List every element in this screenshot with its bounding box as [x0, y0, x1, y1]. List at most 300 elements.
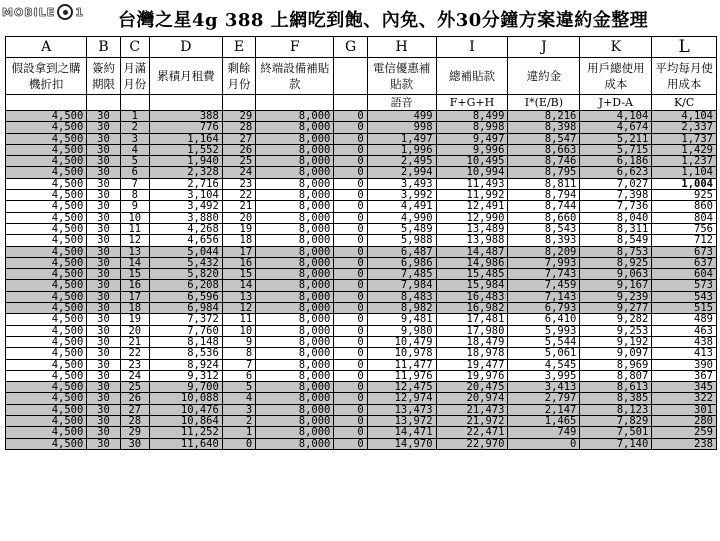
table-cell: 30 — [87, 201, 120, 212]
table-cell: 0 — [334, 404, 367, 415]
table-cell: 28 — [120, 416, 149, 427]
table-cell: 30 — [120, 438, 149, 449]
table-cell: 12,974 — [367, 393, 436, 404]
table-cell: 925 — [652, 190, 717, 201]
table-cell: 543 — [652, 291, 717, 302]
table-cell: 8,000 — [256, 246, 334, 257]
table-cell: 8,000 — [256, 133, 334, 144]
table-cell: 20,974 — [436, 393, 508, 404]
table-cell: 3,493 — [367, 178, 436, 189]
table-row — [6, 178, 717, 189]
table-row — [6, 291, 717, 302]
table-cell: 5,489 — [367, 223, 436, 234]
table-cell: 6,186 — [580, 156, 652, 167]
column-header: 剩餘月份 — [222, 58, 255, 95]
table-cell: 6,986 — [367, 257, 436, 268]
table-cell: 22,471 — [436, 427, 508, 438]
table-cell: 12,491 — [436, 201, 508, 212]
table-cell: 4,500 — [6, 201, 87, 212]
table-cell: 8,000 — [256, 269, 334, 280]
table-cell: 9,097 — [580, 348, 652, 359]
table-cell: 8,000 — [256, 280, 334, 291]
table-cell: 9 — [222, 336, 255, 347]
column-header — [334, 58, 367, 95]
table-cell: 30 — [87, 269, 120, 280]
table-cell: 7,760 — [149, 325, 222, 336]
table-cell: 238 — [652, 438, 717, 449]
table-row — [6, 314, 717, 325]
table-cell: 4,491 — [367, 201, 436, 212]
table-cell: 4,500 — [6, 303, 87, 314]
table-cell: 19,477 — [436, 359, 508, 370]
table-cell: 10,476 — [149, 404, 222, 415]
table-cell: 6,793 — [508, 303, 580, 314]
table-cell: 4,500 — [6, 427, 87, 438]
table-cell: 4,500 — [6, 359, 87, 370]
table-cell: 30 — [87, 336, 120, 347]
table-cell: 13,988 — [436, 235, 508, 246]
table-cell: 4,500 — [6, 370, 87, 381]
table-cell: 8,536 — [149, 348, 222, 359]
table-row — [6, 280, 717, 291]
table-cell: 8 — [222, 348, 255, 359]
table-cell: 0 — [334, 370, 367, 381]
table-row — [6, 111, 717, 122]
table-cell: 8,000 — [256, 235, 334, 246]
table-cell: 4,500 — [6, 111, 87, 122]
table-cell: 8,663 — [508, 144, 580, 155]
table-cell: 8,000 — [256, 438, 334, 449]
table-cell: 0 — [334, 280, 367, 291]
table-cell: 11 — [222, 314, 255, 325]
table-cell: 19 — [120, 314, 149, 325]
table-cell: 3 — [120, 133, 149, 144]
table-cell: 2 — [120, 122, 149, 133]
table-cell: 749 — [508, 427, 580, 438]
table-row — [6, 393, 717, 404]
table-cell: 0 — [222, 438, 255, 449]
table-row — [6, 427, 717, 438]
table-cell: 20,475 — [436, 382, 508, 393]
table-cell: 7,459 — [508, 280, 580, 291]
table-cell: 21 — [120, 336, 149, 347]
table-cell: 18 — [222, 235, 255, 246]
column-letter: G — [334, 37, 367, 58]
table-cell: 1,104 — [652, 167, 717, 178]
table-cell: 17,481 — [436, 314, 508, 325]
table-cell: 20 — [222, 212, 255, 223]
table-cell: 0 — [334, 133, 367, 144]
table-cell: 0 — [334, 314, 367, 325]
table-cell: 0 — [334, 269, 367, 280]
table-cell: 3,104 — [149, 190, 222, 201]
table-cell: 4,500 — [6, 314, 87, 325]
table-cell: 30 — [87, 246, 120, 257]
table-cell: 8,000 — [256, 359, 334, 370]
table-cell: 12 — [120, 235, 149, 246]
table-cell: 30 — [87, 190, 120, 201]
table-cell: 14 — [222, 280, 255, 291]
table-cell: 3,880 — [149, 212, 222, 223]
table-cell: 11,992 — [436, 190, 508, 201]
table-cell: 4,268 — [149, 223, 222, 234]
table-cell: 4,500 — [6, 382, 87, 393]
table-cell: 6,208 — [149, 280, 222, 291]
table-cell: 17 — [120, 291, 149, 302]
table-cell: 18 — [120, 303, 149, 314]
table-cell: 8 — [120, 190, 149, 201]
table-body — [6, 37, 717, 450]
table-cell: 7 — [222, 359, 255, 370]
table-cell: 16,483 — [436, 291, 508, 302]
table-cell: 0 — [334, 111, 367, 122]
table-cell: 30 — [87, 156, 120, 167]
table-cell: 9,167 — [580, 280, 652, 291]
table-cell: 4,500 — [6, 257, 87, 268]
table-cell: 30 — [87, 280, 120, 291]
table-row — [6, 416, 717, 427]
table-cell: 8,000 — [256, 190, 334, 201]
column-header: 總補貼款 — [436, 58, 508, 95]
table-row — [6, 438, 717, 449]
logo-number: 1 — [75, 5, 84, 19]
column-letter: E — [222, 37, 255, 58]
table-row — [6, 156, 717, 167]
table-cell: 11,640 — [149, 438, 222, 449]
table-cell: 9,239 — [580, 291, 652, 302]
table-cell: 2,337 — [652, 122, 717, 133]
table-cell: 12,475 — [367, 382, 436, 393]
table-cell: 3,492 — [149, 201, 222, 212]
table-cell: 8,393 — [508, 235, 580, 246]
table-cell: 18,479 — [436, 336, 508, 347]
table-cell: 5,544 — [508, 336, 580, 347]
table-row — [6, 336, 717, 347]
table-cell: 29 — [120, 427, 149, 438]
table-cell: 4,500 — [6, 133, 87, 144]
table-cell: 0 — [334, 246, 367, 257]
table-cell: 13,489 — [436, 223, 508, 234]
table-cell: 21,972 — [436, 416, 508, 427]
table-cell: 16 — [120, 280, 149, 291]
column-header: 簽約期限 — [87, 58, 120, 95]
table-cell: 7,140 — [580, 438, 652, 449]
column-letter: B — [87, 37, 120, 58]
table-cell: 30 — [87, 370, 120, 381]
table-cell: 998 — [367, 122, 436, 133]
table-cell: 413 — [652, 348, 717, 359]
table-cell: 4,104 — [652, 111, 717, 122]
table-cell: 9,980 — [367, 325, 436, 336]
table-cell: 8,998 — [436, 122, 508, 133]
table-cell: 2,716 — [149, 178, 222, 189]
column-header: 用戶總使用成本 — [580, 58, 652, 95]
column-formula: I*(E/B) — [508, 95, 580, 111]
table-cell: 499 — [367, 111, 436, 122]
table-cell: 23 — [120, 359, 149, 370]
table-cell: 22 — [222, 190, 255, 201]
table-cell: 0 — [334, 156, 367, 167]
table-cell: 3,992 — [367, 190, 436, 201]
table-cell: 7,993 — [508, 257, 580, 268]
table-cell: 12 — [222, 303, 255, 314]
table-cell: 4 — [222, 393, 255, 404]
table-cell: 8,660 — [508, 212, 580, 223]
column-letter: F — [256, 37, 334, 58]
column-formulas-row — [6, 95, 717, 111]
table-row — [6, 144, 717, 155]
column-formula — [149, 95, 222, 111]
column-header: 月滿月份 — [120, 58, 149, 95]
table-cell: 4,500 — [6, 269, 87, 280]
table-cell: 10,978 — [367, 348, 436, 359]
table-cell: 8,969 — [580, 359, 652, 370]
table-cell: 2 — [222, 416, 255, 427]
table-row — [6, 325, 717, 336]
table-cell: 604 — [652, 269, 717, 280]
table-cell: 9,700 — [149, 382, 222, 393]
table-row — [6, 223, 717, 234]
table-cell: 8,811 — [508, 178, 580, 189]
table-cell: 6,984 — [149, 303, 222, 314]
table-cell: 4,500 — [6, 167, 87, 178]
table-row — [6, 201, 717, 212]
column-formula: J+D-A — [580, 95, 652, 111]
table-cell: 8,499 — [436, 111, 508, 122]
table-cell: 30 — [87, 427, 120, 438]
table-cell: 1 — [222, 427, 255, 438]
table-cell: 24 — [222, 167, 255, 178]
table-cell: 5,988 — [367, 235, 436, 246]
table-cell: 22,970 — [436, 438, 508, 449]
column-headers-row — [6, 58, 717, 95]
table-cell: 8,000 — [256, 111, 334, 122]
table-cell: 4,500 — [6, 235, 87, 246]
table-cell: 30 — [87, 133, 120, 144]
table-cell: 0 — [334, 336, 367, 347]
table-cell: 19,976 — [436, 370, 508, 381]
table-cell: 4,500 — [6, 393, 87, 404]
table-cell: 30 — [87, 212, 120, 223]
table-cell: 0 — [334, 348, 367, 359]
table-cell: 4,500 — [6, 438, 87, 449]
table-cell: 8,000 — [256, 122, 334, 133]
table-cell: 5 — [222, 382, 255, 393]
table-cell: 8,040 — [580, 212, 652, 223]
table-cell: 0 — [334, 427, 367, 438]
table-cell: 1,497 — [367, 133, 436, 144]
table-cell: 8,000 — [256, 404, 334, 415]
table-cell: 5,044 — [149, 246, 222, 257]
table-cell: 1,237 — [652, 156, 717, 167]
table-cell: 9,277 — [580, 303, 652, 314]
table-row — [6, 348, 717, 359]
table-cell: 0 — [334, 257, 367, 268]
table-cell: 2,147 — [508, 404, 580, 415]
table-cell: 8,209 — [508, 246, 580, 257]
table-cell: 7,485 — [367, 269, 436, 280]
table-cell: 30 — [87, 223, 120, 234]
table-cell: 30 — [87, 303, 120, 314]
table-cell: 0 — [334, 325, 367, 336]
table-cell: 8,746 — [508, 156, 580, 167]
table-cell: 8,925 — [580, 257, 652, 268]
table-cell: 0 — [334, 416, 367, 427]
table-cell: 7,984 — [367, 280, 436, 291]
table-cell: 8,398 — [508, 122, 580, 133]
table-cell: 9,192 — [580, 336, 652, 347]
table-cell: 5 — [120, 156, 149, 167]
table-cell: 30 — [87, 235, 120, 246]
table-cell: 4,500 — [6, 144, 87, 155]
table-cell: 30 — [87, 122, 120, 133]
table-cell: 8,924 — [149, 359, 222, 370]
table-cell: 8,000 — [256, 144, 334, 155]
table-cell: 8,000 — [256, 223, 334, 234]
column-header: 終端設備補貼款 — [256, 58, 334, 95]
table-cell: 3 — [222, 404, 255, 415]
table-cell: 10,864 — [149, 416, 222, 427]
table-cell: 804 — [652, 212, 717, 223]
table-cell: 8,000 — [256, 291, 334, 302]
table-cell: 776 — [149, 122, 222, 133]
table-cell: 10,479 — [367, 336, 436, 347]
table-cell: 7,027 — [580, 178, 652, 189]
table-cell: 8,000 — [256, 325, 334, 336]
mobile01-logo — [2, 3, 84, 21]
table-cell: 8,123 — [580, 404, 652, 415]
table-cell: 14 — [120, 257, 149, 268]
table-cell: 2,495 — [367, 156, 436, 167]
table-cell: 8,311 — [580, 223, 652, 234]
table-cell: 4,500 — [6, 212, 87, 223]
table-cell: 23 — [222, 178, 255, 189]
table-cell: 15 — [120, 269, 149, 280]
table-cell: 18,978 — [436, 348, 508, 359]
column-formula — [334, 95, 367, 111]
column-formula — [222, 95, 255, 111]
table-cell: 0 — [334, 382, 367, 393]
table-cell: 25 — [120, 382, 149, 393]
table-cell: 8,000 — [256, 416, 334, 427]
table-row — [6, 246, 717, 257]
table-cell: 15 — [222, 269, 255, 280]
table-cell: 21 — [222, 201, 255, 212]
table-cell: 3,995 — [508, 370, 580, 381]
table-cell: 8,000 — [256, 156, 334, 167]
table-cell: 6,410 — [508, 314, 580, 325]
column-header: 累積月租費 — [149, 58, 222, 95]
table-cell: 30 — [87, 111, 120, 122]
table-cell: 4,500 — [6, 416, 87, 427]
table-cell: 860 — [652, 201, 717, 212]
table-cell: 0 — [334, 201, 367, 212]
table-cell: 8,000 — [256, 382, 334, 393]
table-cell: 22 — [120, 348, 149, 359]
table-row — [6, 190, 717, 201]
column-header: 電信優惠補貼款 — [367, 58, 436, 95]
column-formula — [87, 95, 120, 111]
table-cell: 21,473 — [436, 404, 508, 415]
table-row — [6, 235, 717, 246]
table-cell: 14,487 — [436, 246, 508, 257]
table-cell: 489 — [652, 314, 717, 325]
table-cell: 4,500 — [6, 404, 87, 415]
column-letter: D — [149, 37, 222, 58]
table-cell: 9,312 — [149, 370, 222, 381]
column-header: 假設拿到之購機折扣 — [6, 58, 87, 95]
table-cell: 11 — [120, 223, 149, 234]
table-cell: 25 — [222, 156, 255, 167]
table-cell: 30 — [87, 359, 120, 370]
table-cell: 4,500 — [6, 325, 87, 336]
table-cell: 8,000 — [256, 314, 334, 325]
table-cell: 8,753 — [580, 246, 652, 257]
table-cell: 9,497 — [436, 133, 508, 144]
table-cell: 13,473 — [367, 404, 436, 415]
table-cell: 30 — [87, 314, 120, 325]
column-letter: I — [436, 37, 508, 58]
column-formula: F+G+H — [436, 95, 508, 111]
table-cell: 8,807 — [580, 370, 652, 381]
table-cell: 1 — [120, 111, 149, 122]
column-formula — [256, 95, 334, 111]
table-cell: 0 — [334, 122, 367, 133]
table-cell: 4 — [120, 144, 149, 155]
table-row — [6, 133, 717, 144]
table-cell: 7,501 — [580, 427, 652, 438]
table-cell: 30 — [87, 291, 120, 302]
table-cell: 15,984 — [436, 280, 508, 291]
table-cell: 4,545 — [508, 359, 580, 370]
table-cell: 4,500 — [6, 336, 87, 347]
table-cell: 4,674 — [580, 122, 652, 133]
table-cell: 7,398 — [580, 190, 652, 201]
table-cell: 7,743 — [508, 269, 580, 280]
table-cell: 2,328 — [149, 167, 222, 178]
table-cell: 27 — [120, 404, 149, 415]
table-cell: 30 — [87, 167, 120, 178]
table-cell: 0 — [334, 438, 367, 449]
table-cell: 13 — [120, 246, 149, 257]
table-cell: 8,000 — [256, 178, 334, 189]
table-cell: 0 — [334, 223, 367, 234]
table-cell: 5,715 — [580, 144, 652, 155]
table-cell: 259 — [652, 427, 717, 438]
column-header: 違約金 — [508, 58, 580, 95]
table-cell: 9,481 — [367, 314, 436, 325]
table-cell: 8,000 — [256, 370, 334, 381]
table-cell: 388 — [149, 111, 222, 122]
table-row — [6, 212, 717, 223]
table-cell: 15,485 — [436, 269, 508, 280]
table-cell: 6,596 — [149, 291, 222, 302]
table-cell: 29 — [222, 111, 255, 122]
table-cell: 9 — [120, 201, 149, 212]
table-cell: 4,500 — [6, 178, 87, 189]
table-cell: 0 — [334, 303, 367, 314]
table-cell: 8,982 — [367, 303, 436, 314]
column-formula — [6, 95, 87, 111]
table-cell: 14,471 — [367, 427, 436, 438]
table-cell: 9,996 — [436, 144, 508, 155]
table-cell: 4,500 — [6, 190, 87, 201]
table-cell: 0 — [334, 359, 367, 370]
table-cell: 20 — [120, 325, 149, 336]
table-cell: 7,736 — [580, 201, 652, 212]
table-cell: 4,500 — [6, 291, 87, 302]
table-cell: 28 — [222, 122, 255, 133]
